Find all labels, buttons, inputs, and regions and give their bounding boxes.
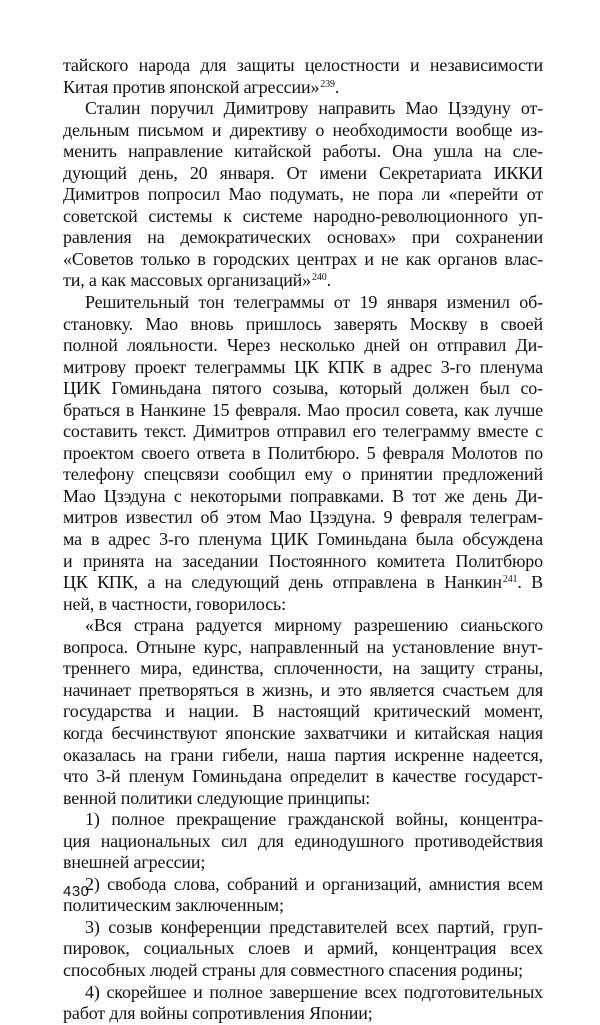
text-line: ма в адрес 3-го пленума ЦИК Гоминьдана была обсуждена xyxy=(63,529,543,550)
text-line: Китая против японской агрессии»$^{239}$. xyxy=(63,76,340,97)
text-line: становку. Мао вновь пришлось заверять Москву в своей xyxy=(63,313,543,334)
text-line: ней, в частности, говорилось: xyxy=(63,593,286,614)
footnote-ref: 241 xyxy=(502,574,518,586)
text-line: ЦК КПК, а на следующий день отправлена в Нанкин$^{241}$. В xyxy=(63,572,543,593)
text-line: внешней агрессии; xyxy=(63,852,206,873)
text-line: проектом своего ответа в Политбюро. 5 февраля Молотов по xyxy=(63,442,543,463)
text-line: способных людей страны для совместного спасения родины; xyxy=(63,959,523,980)
text-line: «Советов только в городских центрах и не как органов влас- xyxy=(63,248,543,269)
text-line: телефону спецсвязи сообщил ему о принятии предложений xyxy=(63,464,543,485)
text-line: Мао Цзэдуна с некоторыми поправками. В тот же день Ди- xyxy=(63,485,543,506)
text-line: пировок, социальных слоев и армий, концентрация всех xyxy=(63,938,543,959)
text-line: Сталин поручил Димитрову направить Мао Цзэдуну от- xyxy=(85,98,543,119)
page-number: 430 xyxy=(63,883,90,900)
text-line: 1) полное прекращение гражданской войны, концентра- xyxy=(85,809,543,830)
text-line: равления на демократических основах» при сохранении xyxy=(63,227,543,248)
text-line: Решительный тон телеграммы от 19 января изменил об- xyxy=(85,292,543,313)
text-line: составить текст. Димитров отправил его телеграмму вместе с xyxy=(63,421,543,442)
text-line: государства и нации. В настоящий критический момент, xyxy=(63,701,543,722)
text-line: начинает претворяться в жизнь, и это является счастьем для xyxy=(63,679,543,700)
text-line: полной лояльности. Через несколько дней он отправил Ди- xyxy=(63,335,543,356)
text-line: 3) созыв конференции представителей всех партий, груп- xyxy=(85,916,543,937)
text-line: 4) скорейшее и полное завершение всех подготовительных xyxy=(85,981,543,1002)
text-line: митров известил об этом Мао Цзэдуна. 9 февраля телеграм- xyxy=(63,507,543,528)
book-page-text xyxy=(63,55,543,1025)
text-line: 2) свобода слова, собраний и организаций, амнистия всем xyxy=(85,873,543,894)
text-line: ция национальных сил для единодушного противодействия xyxy=(63,830,543,851)
text-line: «Вся страна радуется мирному разрешению сианьского xyxy=(85,615,543,636)
text-line: дельным письмом и директиву о необходимости вообще из- xyxy=(63,119,543,140)
text-line: браться в Нанкине 15 февраля. Мао просил совета, как лучше xyxy=(63,399,543,420)
text-line: политическим заключенным; xyxy=(63,895,284,916)
text-line: вопроса. Отныне курс, направленный на установление внут- xyxy=(63,636,543,657)
text-line: ЦИК Гоминьдана пятого созыва, который должен был со- xyxy=(63,378,543,399)
text-line: митрову проект телеграммы ЦК КПК в адрес 3-го пленума xyxy=(63,356,543,377)
footnote-ref: 239 xyxy=(320,78,335,90)
text-line: венной политики следующие принципы: xyxy=(63,787,371,808)
footnote-ref: 240 xyxy=(312,272,327,284)
text-line: ти, а как массовых организаций»$^{240}$. xyxy=(63,270,331,291)
text-line: дующий день, 20 января. От имени Секретариата ИККИ xyxy=(63,162,543,183)
text-line: оказалась на грани гибели, наша партия искренне надеется, xyxy=(63,744,543,765)
text-line: что 3-й пленум Гоминьдана определит в качестве государст- xyxy=(63,766,543,787)
text-line: Димитров попросил Мао подумать, не пора ли «перейти от xyxy=(63,184,543,205)
text-line: советской системы к системе народно-революционного уп- xyxy=(63,205,543,226)
text-line: работ для войны сопротивления Японии; xyxy=(63,1003,373,1024)
text-line: треннего мира, единства, сплоченности, на защиту страны, xyxy=(63,658,543,679)
text-line: когда бесчинствуют японские захватчики и китайская нация xyxy=(63,722,543,743)
text-line: менить направление китайской работы. Она ушла на сле- xyxy=(63,141,543,162)
text-line: и принята на заседании Постоянного комитета Политбюро xyxy=(63,550,543,571)
text-line: тайского народа для защиты целостности и независимости xyxy=(63,55,543,75)
